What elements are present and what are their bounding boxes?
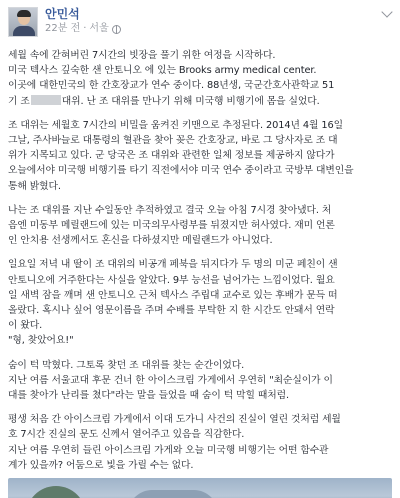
- post-paragraph: [8, 257, 392, 348]
- redacted-name-mask: [31, 95, 61, 105]
- post-text-line: 안토니오에 거주한다는 사실을 알았다. 9부 능선을 넘어가는 느낌이었다. 월요: [8, 274, 335, 286]
- post-paragraph: [8, 203, 392, 249]
- globe-icon: [112, 25, 121, 34]
- post-text-line: 이 왔다.: [8, 320, 43, 332]
- post-text-line: 조 대위는 세월호 7시간의 비밀을 움켜진 키맨으로 추정된다. 2014년 4월 16일: [8, 119, 344, 131]
- post-text-line: 이곳에 대한민국의 한 간호장교가 연수 중이다. 88년생, 국군간호사관학교 51: [8, 80, 335, 92]
- post-text-line: 세월 속에 갇혀버린 7시간의 빗장을 풀기 위한 여정을 시작하다.: [8, 50, 276, 61]
- post-subline: [45, 22, 121, 36]
- post-text-segment: 대위. 난 조 대위를 만나기 위해 미국행 비행기에 몸을 실었다.: [61, 95, 320, 107]
- post-location[interactable]: 서울: [89, 23, 109, 34]
- post-text-line: 오늘에서야 미국행 비행기를 타기 직전에서야 미국 연수 중이라고 국방부 대변인을: [8, 165, 354, 177]
- post-text-line: 숨이 턱 막혔다. 그토록 찾던 조 대위를 찾는 순간이었다.: [8, 359, 245, 371]
- post-paragraph: [8, 48, 392, 109]
- post-text-line: 일 새벽 잠을 깨며 샌 안토니오 근처 텍사스 주립대 교수로 있는 후배가 문득 떠: [8, 289, 338, 301]
- post-text-line: [8, 94, 392, 109]
- post-text-line: 음엔 미동부 메릴랜드에 있는 미국의무사령부를 뒤졌지만 허사였다. 재미 언론: [8, 220, 335, 232]
- post-text-line: 지난 여름 우연히 들린 아이스크림 가게와 오늘 미국행 비행기는 어떤 함수관: [8, 444, 329, 456]
- avatar[interactable]: [8, 7, 38, 37]
- post-photo[interactable]: [8, 478, 392, 498]
- post-text-line: 나는 조 대위를 지난 수일동안 추적하였고 결국 오늘 아침 7시경 찾아냈다. 처: [8, 204, 332, 216]
- post-text-segment: 기 조: [8, 95, 30, 107]
- post-text-line: 평생 처음 간 아이스크림 가게에서 이대 도가니 사건의 진실이 열린 것처럼 세월: [8, 414, 341, 426]
- post-text-line: "형, 찾았어요!": [8, 335, 74, 347]
- post-text-line: 위가 지목되고 있다. 군 당국은 조 대위와 관련한 일체 정보를 제공하지 않다가: [8, 150, 335, 162]
- post-text-line: 미국 텍사스 깊숙한 샌 안토니오 에 있는 Brooks army medical center.: [8, 65, 317, 77]
- post-text-line: 통해 밝혔다.: [8, 180, 61, 192]
- post-body: [8, 48, 392, 473]
- post-text-line: 인 안치용 선생께서도 혼신을 다하셨지만 메릴랜드가 아니었다.: [8, 235, 273, 247]
- post-time[interactable]: 22분 전: [45, 23, 81, 34]
- post-text-line: 지난 여름 서울교대 후문 건너 한 아이스크림 가게에서 우연히 "최순실이가 이: [8, 374, 333, 386]
- author-name[interactable]: 안민석: [45, 7, 80, 21]
- post-paragraph: [8, 118, 392, 194]
- post-paragraph: [8, 412, 392, 473]
- post-text-line: 호 7시간 진실의 문도 신께서 열어주고 있음을 직감한다.: [8, 429, 245, 441]
- post-meta: [45, 6, 121, 36]
- post-paragraph: [8, 358, 392, 404]
- post-text-line: 일요일 저녁 내 딸이 조 대위의 비공개 페북을 뒤지다가 두 명의 미군 페친이 샌: [8, 259, 338, 271]
- post-text-line: 대를 찾아가 난리를 쳤다"라는 말을 들었을 때 숨이 턱 막힐 때처럼.: [8, 390, 290, 402]
- post-header: [8, 6, 392, 48]
- post-text-line: 계가 있을까? 어둠으로 빛을 가릴 수는 없다.: [8, 459, 194, 471]
- separator-dot: ·: [83, 23, 87, 34]
- post-text-line: 그날, 주사바늘로 대통령의 혈관을 찾아 꽂은 간호장교, 바로 그 당사자로 조 대: [8, 135, 338, 147]
- post-text-line: 올랐다. 혹시나 싶어 영문이름을 주며 수배를 부탁한 지 한 시간도 안돼서 연락: [8, 305, 335, 317]
